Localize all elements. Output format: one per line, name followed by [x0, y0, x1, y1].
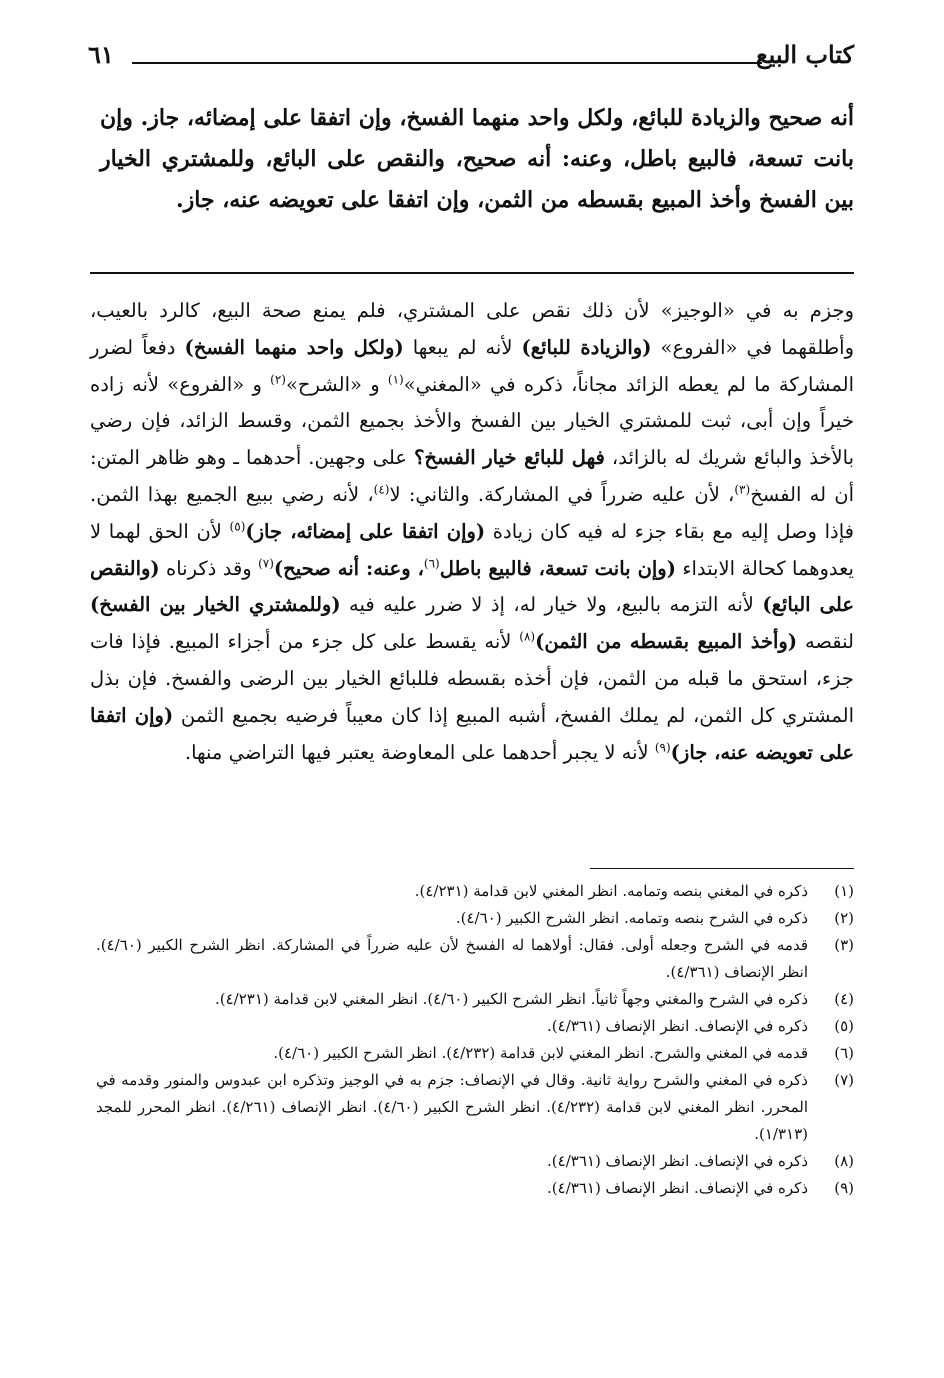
footnote-text: قدمه في المغني والشرح. انظر المغني لابن قدامة (٤/٢٣٢). انظر الشرح الكبير (٤/٦٠).: [273, 1044, 808, 1062]
footnote-text: ذكره في المغني والشرح رواية ثانية. وقال في الإنصاف: جزم به في الوجيز وتذكره ابن عبدوس والمنور وقدمه في المحرر. انظر المغني لابن قدامة (٤/٢٣٢). انظر الشرح الكبير (٤/٦٠). انظر الإنصاف (٤/٢٦١). انظر المحرر للمجد (١/٣١٣).: [96, 1071, 809, 1143]
footnote-ref: (٣): [734, 482, 751, 497]
commentary-text: على وجهين. أحدهما ـ وهو ظاهر المتن: أن له الفسخ: [90, 446, 855, 506]
footnote: [96, 986, 854, 1013]
footnote: [96, 1040, 854, 1067]
footnote-text: قدمه في الشرح وجعله أولى. فقال: أولاهما له الفسخ لأن عليه ضرراً في المشاركة. انظر الشرح الكبير (٤/٦٠). انظر الإنصاف (٤/٣٦١).: [96, 936, 808, 981]
quoted-matn: فهل للبائع خيار الفسخ؟: [414, 446, 605, 470]
commentary-text: وجزم به في «الوجيز» لأن ذلك نقص على المشتري، فلم يمنع صحة البيع، كالرد بالعيب، وأطلقهما في «الفروع»: [90, 299, 855, 359]
footnote-number: (٨): [834, 1152, 854, 1170]
footnote: [96, 1148, 854, 1175]
commentary-text: لأن الحق لهما لا يعدوهما كحالة الابتداء: [90, 519, 854, 580]
footnotes: [96, 878, 854, 1202]
quoted-matn: (وإن بانت تسعة، فالبيع باطل: [439, 556, 676, 580]
header-rule: [132, 62, 762, 64]
footnote-number: (٩): [834, 1179, 854, 1197]
footnote-number: (٦): [834, 1044, 854, 1062]
footnote-number: (٤): [834, 990, 854, 1008]
footnote-text: ذكره في الإنصاف. انظر الإنصاف (٤/٣٦١).: [547, 1179, 808, 1197]
quoted-matn: (والزيادة للبائع): [521, 335, 652, 359]
text-divider: [90, 272, 854, 274]
commentary-text: وقد ذكرناه: [159, 556, 259, 580]
footnote-ref: (٧): [258, 556, 274, 571]
commentary-text: و «الشرح»: [285, 372, 388, 396]
quoted-matn: (والنقص على البائع): [90, 556, 854, 617]
footnote-text: ذكره في الشرح والمغني وجهاً ثانياً. انظر الشرح الكبير (٤/٦٠). انظر المغني لابن قدامة (٤/٢٣١).: [214, 990, 808, 1008]
quoted-matn: (وإن اتفقا على تعويضه عنه، جاز): [90, 703, 854, 764]
page-number: ٦١: [88, 40, 114, 69]
quoted-matn: (ولكل واحد منهما الفسخ): [184, 335, 404, 359]
footnote-ref: (٥): [229, 519, 246, 534]
commentary-text: لنقصه: [797, 630, 854, 654]
main-text: أنه صحيح والزيادة للبائع، ولكل واحد منهما الفسخ، وإن اتفقا على إمضائه، جاز. وإن بانت تسعة، فالبيع باطل، وعنه: أنه صحيح، والنقص على البائع، وللمشتري الخيار بين الفسخ وأخذ المبيع بقسطه من الثمن، وإن اتفقا على تعويضه عنه، جاز.: [100, 105, 854, 213]
quoted-matn: (وإن اتفقا على إمضائه، جاز): [245, 519, 486, 543]
commentary-text: لأنه يقسط على كل جزء من أجزاء المبيع. فإذا فات جزء، استحق ما قبله من الثمن، فإن أخذه بقسطه فللبائع الخيار بين الرضى والفسخ. فإن بذل المشتري كل الثمن، لم يملك الفسخ، أشبه المبيع إذا كان معيباً فرضيه بجميع الثمن: [90, 630, 854, 727]
commentary-text: لأنه لا يجبر أحدهما على المعاوضة يعتبر فيها التراضي منها.: [184, 740, 655, 764]
footnote-ref: (١): [387, 372, 404, 387]
footnote: [96, 1175, 854, 1202]
footnote-number: (٧): [834, 1071, 854, 1089]
commentary-text: ، لأنه رضي ببيع الجميع بهذا الثمن. فإذا وصل إليه مع بقاء جزء له فيه كان زيادة: [90, 482, 854, 543]
commentary-text: دفعاً لضرر المشاركة ما لم يعطه الزائد مجاناً، ذكره في «المغني»: [90, 335, 854, 396]
footnote: [96, 878, 854, 905]
footnote-text: ذكره في الإنصاف. انظر الإنصاف (٤/٣٦١).: [547, 1017, 808, 1035]
footnote-number: (٥): [834, 1017, 854, 1035]
commentary-text: لأنه لم يبعها: [403, 335, 522, 359]
quoted-matn: ، وعنه: أنه صحيح): [273, 556, 424, 580]
footnote-ref: (٨): [519, 629, 536, 644]
header-title: كتاب البيع: [755, 40, 854, 69]
footnote-ref: (٩): [654, 740, 671, 755]
footnote: [96, 932, 854, 986]
footnote-text: ذكره في المغني بنصه وتمامه. انظر المغني لابن قدامة (٤/٢٣١).: [414, 882, 808, 900]
quoted-matn: (وللمشتري الخيار بين الفسخ): [90, 593, 341, 617]
commentary-text: لأنه التزمه بالبيع، ولا خيار له، إذ لا ضرر عليه فيه: [340, 593, 763, 617]
footnote: [96, 1013, 854, 1040]
commentary: [90, 293, 854, 771]
running-header: [88, 40, 854, 72]
footnote-divider: [590, 868, 854, 869]
footnote-number: (٣): [834, 936, 854, 954]
footnote: [96, 905, 854, 932]
footnote-ref: (٦): [423, 556, 440, 571]
quoted-matn: (وأخذ المبيع بقسطه من الثمن): [535, 630, 798, 654]
footnote-text: ذكره في الشرح بنصه وتمامه. انظر الشرح الكبير (٤/٦٠).: [455, 909, 808, 927]
footnote-ref: (٤): [373, 482, 390, 497]
footnote-text: ذكره في الإنصاف. انظر الإنصاف (٤/٣٦١).: [547, 1152, 808, 1170]
commentary-text: ، لأن عليه ضرراً في المشاركة. والثاني: لا: [389, 482, 735, 506]
footnote-number: (٢): [834, 909, 854, 927]
footnote: [96, 1067, 854, 1148]
commentary-paragraph: [90, 293, 854, 771]
footnote-number: (١): [834, 882, 854, 900]
footnote-ref: (٢): [270, 372, 286, 387]
commentary-text: و «الفروع» لأنه زاده خيراً وإن أبى، ثبت للمشتري الخيار بين الفسخ والأخذ بجميع الثمن، وقسط الزائد، فإن رضي بالأخذ والبائع شريك له بالزائد،: [90, 372, 855, 470]
